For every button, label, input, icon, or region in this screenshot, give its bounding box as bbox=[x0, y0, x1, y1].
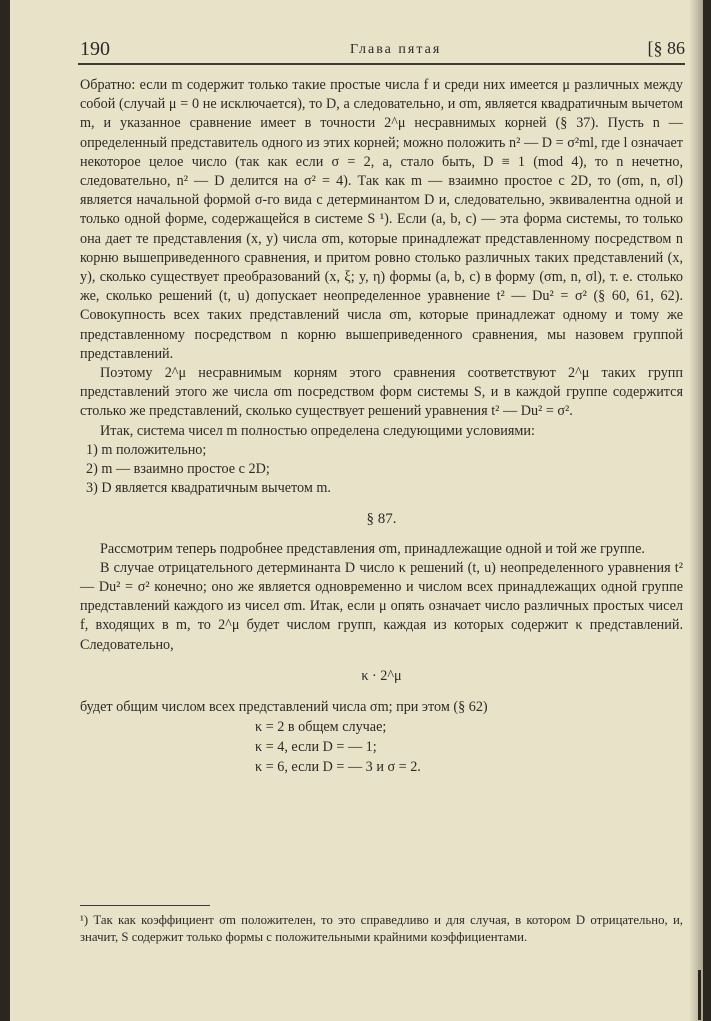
section-title: § 87. bbox=[366, 511, 397, 528]
book-page bbox=[10, 0, 703, 1021]
section-reference: [§ 86 bbox=[647, 38, 685, 58]
paragraph: Поэтому 2^μ несравнимым корням этого сравнения соответствуют 2^μ таких групп представлений этого же числа σm посредством форм системы S, и в каждой группе содержится столько же представлений, сколько существует решений уравнения t² — Du² = σ². bbox=[80, 365, 683, 420]
page-header bbox=[80, 38, 685, 62]
list-item: 3) D является квадратичным вычетом m. bbox=[86, 480, 331, 497]
list-item: κ = 2 в общем случае; bbox=[255, 719, 387, 736]
header-rule bbox=[78, 63, 685, 65]
conditions-list bbox=[80, 441, 683, 499]
footnote: ¹) Так как коэффициент σm положителен, то это справедливо и для случая, в котором D отрицательно, и, значит, S содержит только формы с положительными крайними коэффициентами. bbox=[80, 913, 683, 944]
list-item: 2) m — взаимно простое с 2D; bbox=[86, 461, 270, 478]
paragraph: Рассмотрим теперь подробнее представления σm, принадлежащие одной и той же группе. bbox=[100, 540, 645, 557]
cases-list bbox=[255, 717, 683, 777]
paragraph: Обратно: если m содержит только такие простые числа f и среди них имеется μ различных между собой (случай μ = 0 не исключается), то D, а следовательно, и σm, является квадратичным вычетом m, и указанное сравнение имеет в точности 2^μ несравнимых корней (§ 37). Пусть n — определенный представитель одного из этих корней; можно положить n² — D = σ²ml, где l означает некоторое целое число (так как если σ = 2, а, стало быть, D ≡ 1 (mod 4), то n нечетно, следовательно, n² — D делится на σ² = 4). Так как m — взаимно простое с 2D, то (σm, n, σl) является начальной формой σ-го вида с детерминантом D и, следовательно, эквивалентна одной и только одной форме, содержащейся в системе S ¹). Если (a, b, c) — эта форма системы, то только она дает те представления (x, y) числа σm, которые принадлежат представленному посредством n корню вышеприведенного сравнения, и притом ровно столько различных таких представлений (x, y), сколько существует преобразований (x, ξ; y, η) формы (a, b, c) в форму (σm, n, σl), т. е. столько же, сколько решений (t, u) допускает неопределенное уравнение t² — Du² = σ² (§ 60, 61, 62). Совокупность всех таких представлений числа σm, которые принадлежат одному и тому же представленному посредством n корню вышеприведенного сравнения, мы назовем группой представлений. bbox=[80, 77, 683, 362]
page-edge-shadow bbox=[689, 0, 703, 1021]
paragraph: Итак, система чисел m полностью определена следующими условиями: bbox=[100, 422, 535, 439]
list-item: 1) m положительно; bbox=[86, 441, 207, 458]
list-item: κ = 6, если D = — 3 и σ = 2. bbox=[255, 759, 421, 776]
paragraph: В случае отрицательного детерминанта D число κ решений (t, u) неопределенного уравнения t² — Du² = σ² конечно; оно же является одновременно и числом всех принадлежащих одной группе представлений каждого из чисел σm. Итак, если μ опять означает число различных простых чисел f, входящих в m, то 2^μ будет числом групп, каждая из которых содержит κ представлений. Следовательно, bbox=[80, 559, 683, 653]
chapter-title: Глава пятая bbox=[350, 42, 442, 57]
footnote-rule bbox=[80, 905, 210, 906]
page-body bbox=[80, 76, 683, 777]
page-number: 190 bbox=[80, 38, 110, 60]
page-edge-mark bbox=[698, 970, 701, 1020]
centered-formula: κ · 2^μ bbox=[361, 667, 402, 684]
list-item: κ = 4, если D = — 1; bbox=[255, 739, 377, 756]
paragraph: будет общим числом всех представлений числа σm; при этом (§ 62) bbox=[80, 699, 488, 716]
